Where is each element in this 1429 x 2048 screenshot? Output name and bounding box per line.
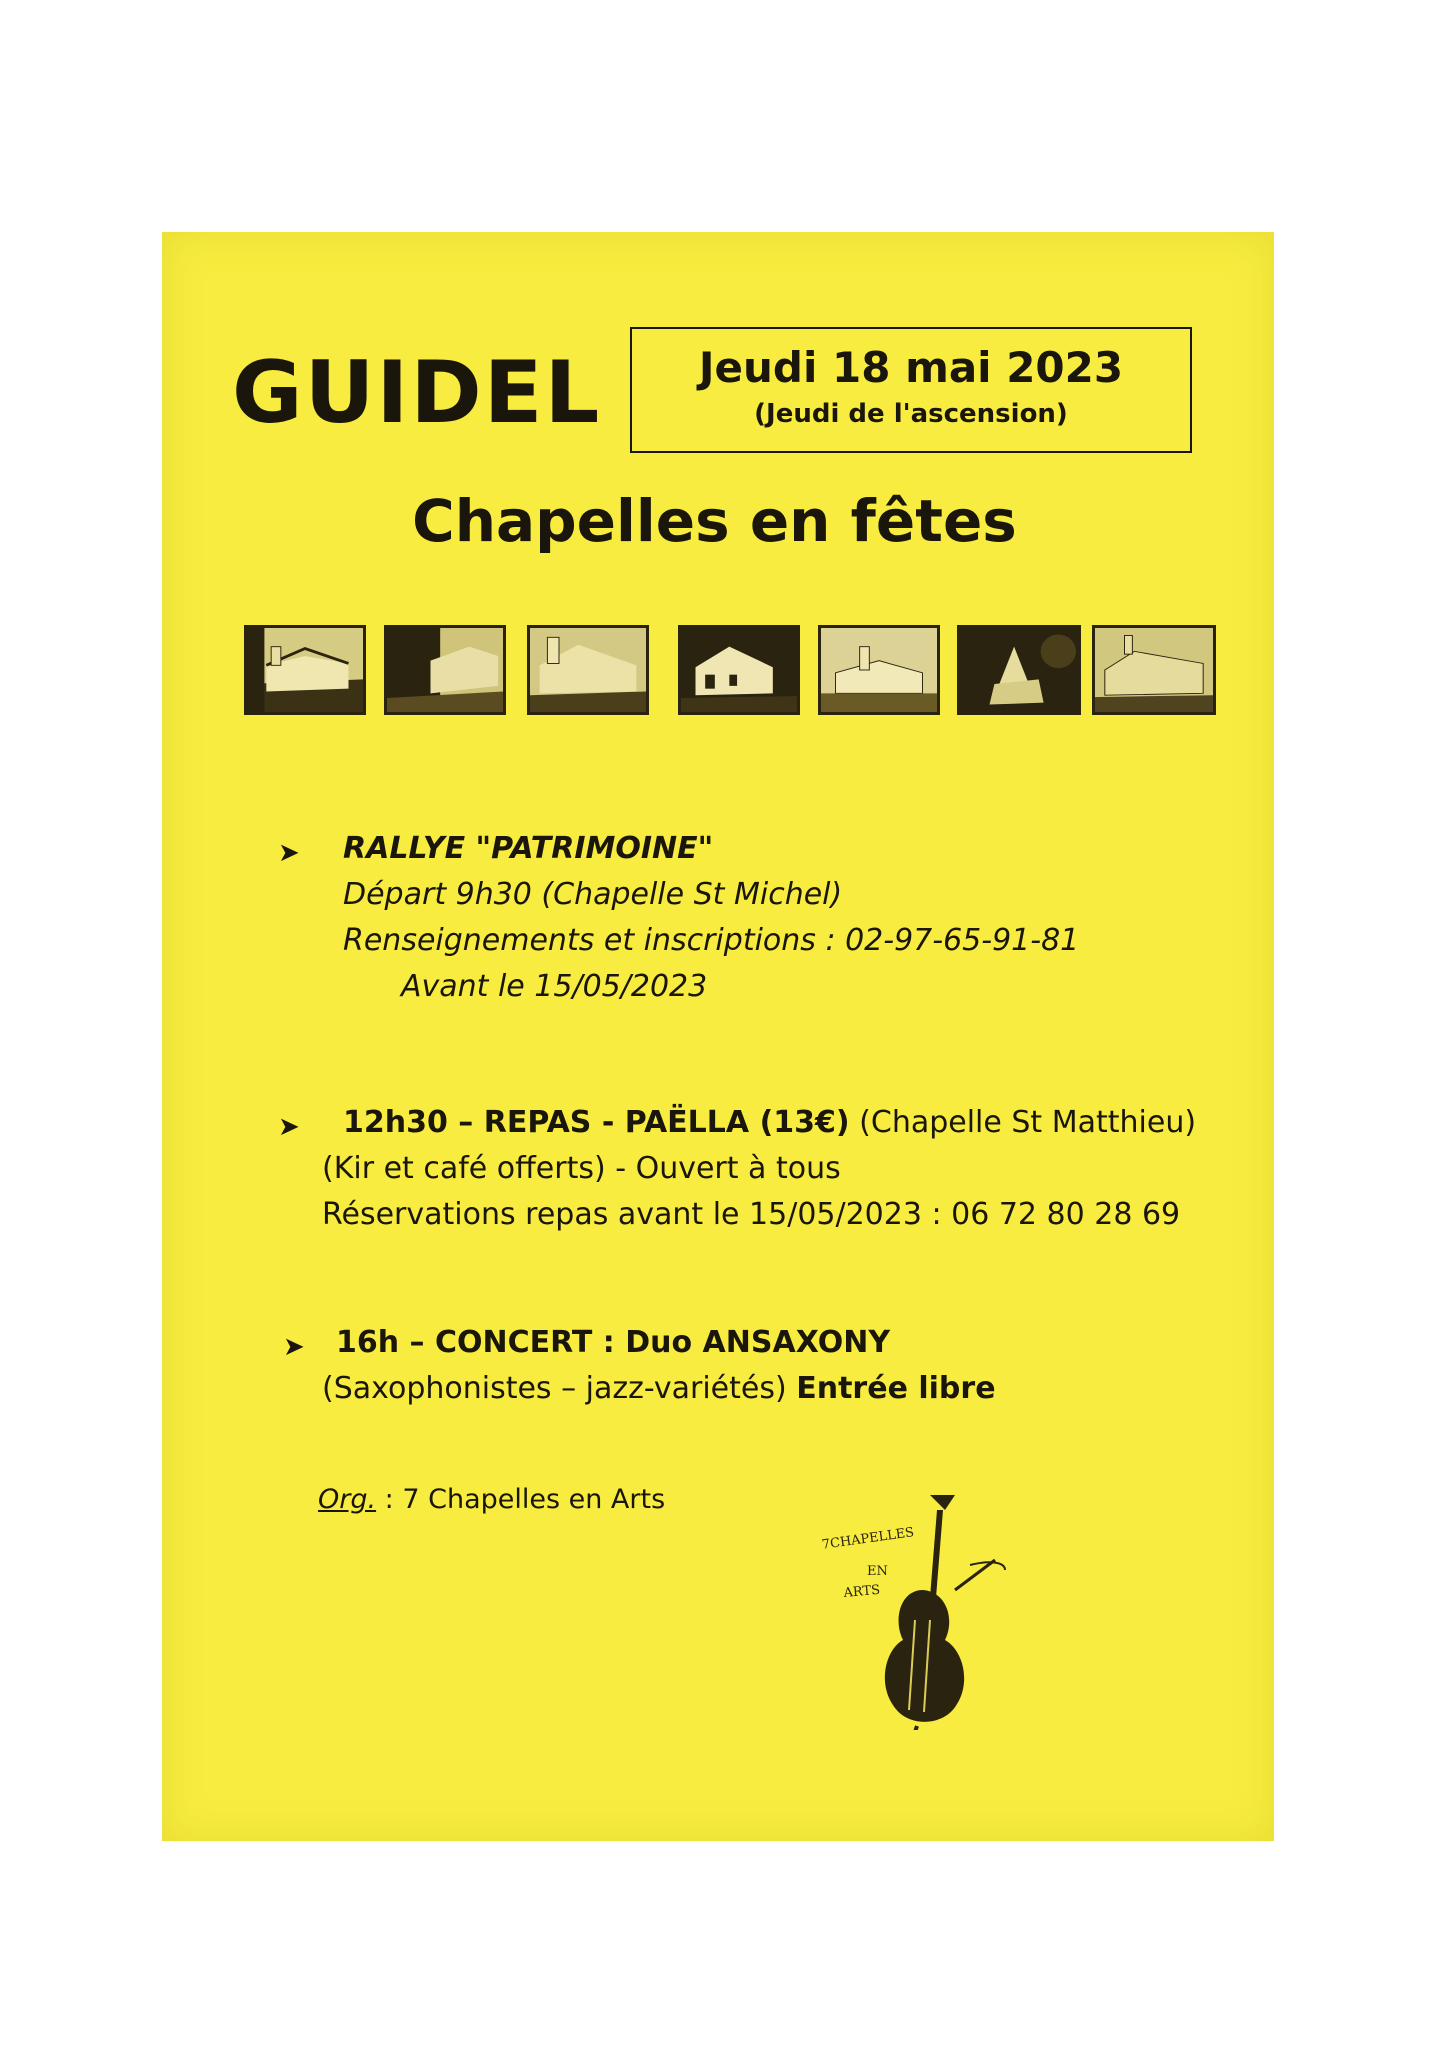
poster-subtitle: Chapelles en fêtes [412, 487, 1017, 555]
concert-entry: Entrée libre [796, 1371, 996, 1406]
flyer-paper [162, 232, 1274, 1841]
repas-reservation: Réservations repas avant le 15/05/2023 : 06 72 80 28 69 [322, 1197, 1181, 1232]
concert-section [322, 1320, 996, 1412]
event-date: Jeudi 18 mai 2023 [698, 343, 1124, 392]
repas-section [322, 1100, 1196, 1238]
organizer-line [318, 1484, 665, 1515]
chapel-photo-4 [678, 625, 800, 715]
organizer-name: : 7 Chapelles en Arts [376, 1484, 666, 1515]
arrowhead-bullet-icon: ➤ [278, 838, 300, 868]
chapel-photo-5 [818, 625, 940, 715]
concert-genre: (Saxophonistes – jazz-variétés) [322, 1371, 787, 1406]
rallye-deadline: Avant le 15/05/2023 [401, 969, 708, 1004]
event-date-note: (Jeudi de l'ascension) [754, 399, 1068, 430]
chapel-photo-7 [1092, 625, 1216, 715]
chapel-photo-2 [384, 625, 506, 715]
date-box [630, 327, 1192, 453]
arrowhead-bullet-icon: ➤ [283, 1332, 305, 1362]
concert-heading: 16h – CONCERT : Duo ANSAXONY [336, 1325, 891, 1360]
seven-chapelles-logo [805, 1490, 1015, 1730]
organizer-label: Org. [318, 1484, 377, 1515]
rallye-start: Départ 9h30 (Chapelle St Michel) [343, 877, 843, 912]
repas-offer: (Kir et café offerts) - Ouvert à tous [322, 1151, 841, 1186]
logo-lettering-1: 7CHAPELLES [821, 1525, 916, 1553]
chapel-photo-6 [957, 625, 1081, 715]
arrowhead-bullet-icon: ➤ [278, 1112, 300, 1142]
logo-lettering-2: EN [867, 1564, 888, 1579]
repas-location: (Chapelle St Matthieu) [859, 1105, 1197, 1140]
chapel-photo-1 [244, 625, 366, 715]
rallye-info: Renseignements et inscriptions : 02-97-65-91-81 [343, 923, 1080, 958]
rallye-heading: RALLYE "PATRIMOINE" [343, 831, 714, 866]
repas-heading: 12h30 – REPAS - PAËLLA (13€) [343, 1105, 850, 1140]
logo-lettering-3: ARTS [843, 1582, 881, 1601]
rallye-section [343, 826, 1079, 1010]
chapel-photo-3 [527, 625, 649, 715]
poster-title: GUIDEL [232, 343, 602, 443]
